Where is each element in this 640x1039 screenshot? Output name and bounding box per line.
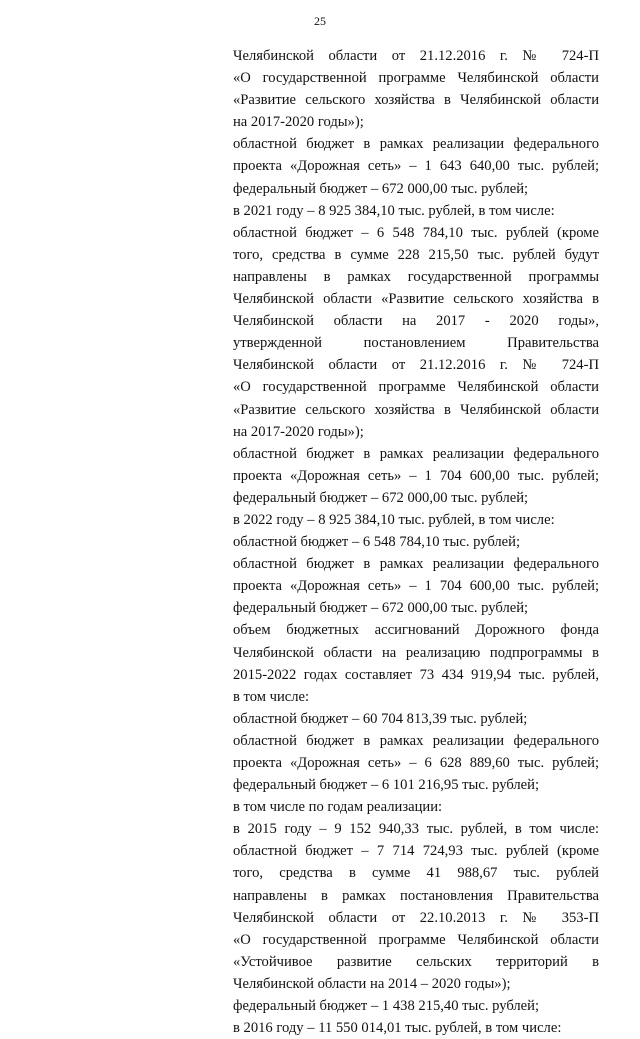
text-line: «Развитие сельского хозяйства в Челябинской области <box>233 401 599 418</box>
text-line: проекта «Дорожная сеть» – 6 628 889,60 тыс. рублей; <box>233 755 599 771</box>
text-line: федеральный бюджет – 672 000,00 тыс. рублей; <box>233 600 529 617</box>
text-line: областной бюджет – 6 548 784,10 тыс. рублей (кроме <box>233 224 599 241</box>
text-line: объем бюджетных ассигнований Дорожного фонда <box>233 622 599 639</box>
text-line: Челябинской области «Развитие сельского хозяйства в <box>233 291 599 308</box>
text-line: областной бюджет в рамках реализации федерального <box>233 732 599 749</box>
text-line: областной бюджет в рамках реализации федерального <box>233 136 599 153</box>
text-line: федеральный бюджет – 672 000,00 тыс. рублей; <box>233 180 529 197</box>
text-line: федеральный бюджет – 672 000,00 тыс. рублей; <box>233 489 529 506</box>
text-line: «Развитие сельского хозяйства в Челябинской области <box>233 92 599 109</box>
text-line: на 2017-2020 годы»); <box>233 114 364 131</box>
text-line: утвержденной постановлением Правительства <box>233 335 599 352</box>
text-line: проекта «Дорожная сеть» – 1 643 640,00 тыс. рублей; <box>233 158 599 175</box>
text-line: областной бюджет в рамках реализации федерального <box>233 445 599 462</box>
text-line: Челябинской области от 21.12.2016 г. № 724-П <box>233 357 599 374</box>
text-line: проекта «Дорожная сеть» – 1 704 600,00 тыс. рублей; <box>233 578 599 595</box>
text-line: Челябинской области на реализацию подпрограммы в <box>233 644 599 661</box>
text-line: Челябинской области от 21.12.2016 г. № 724-П <box>233 48 599 64</box>
text-line: «О государственной программе Челябинской области <box>233 931 599 948</box>
page-number: 25 <box>314 14 326 28</box>
text-line: 2015-2022 годах составляет 73 434 919,94 тыс. рублей, <box>233 666 599 683</box>
text-line: в 2016 году – 11 550 014,01 тыс. рублей, в том числе: <box>233 1020 562 1037</box>
document-body <box>233 45 599 1039</box>
text-line: областной бюджет – 6 548 784,10 тыс. рублей; <box>233 534 521 551</box>
text-line: областной бюджет в рамках реализации федерального <box>233 556 599 573</box>
text-line: Челябинской области от 22.10.2013 г. № 353-П <box>233 909 599 926</box>
text-line: Челябинской области на 2017 - 2020 годы», <box>233 313 599 330</box>
text-line: направлены в рамках государственной программы <box>233 268 599 285</box>
text-line: проекта «Дорожная сеть» – 1 704 600,00 тыс. рублей; <box>233 467 599 484</box>
text-line: того, средства в сумме 41 988,67 тыс. рублей <box>233 865 599 882</box>
text-line: федеральный бюджет – 6 101 216,95 тыс. рублей; <box>233 777 540 794</box>
text-line: в том числе: <box>233 688 310 705</box>
text-line: «О государственной программе Челябинской области <box>233 70 599 87</box>
text-line: областной бюджет – 7 714 724,93 тыс. рублей (кроме <box>233 843 599 860</box>
text-line: в 2015 году – 9 152 940,33 тыс. рублей, в том числе: <box>233 821 599 838</box>
text-line: того, средства в сумме 228 215,50 тыс. рублей будут <box>233 246 599 263</box>
text-line: областной бюджет – 60 704 813,39 тыс. рублей; <box>233 710 528 727</box>
text-line: в том числе по годам реализации: <box>233 799 443 816</box>
text-line: «О государственной программе Челябинской области <box>233 379 599 396</box>
text-line: направлены в рамках постановления Правительства <box>233 887 599 904</box>
text-line: Челябинской области на 2014 – 2020 годы»); <box>233 975 511 992</box>
text-line: в 2022 году – 8 925 384,10 тыс. рублей, в том числе: <box>233 511 555 528</box>
text-line: федеральный бюджет – 1 438 215,40 тыс. рублей; <box>233 998 540 1015</box>
text-line: «Устойчивое развитие сельских территорий в <box>233 953 599 970</box>
text-line: на 2017-2020 годы»); <box>233 423 364 440</box>
text-line: в 2021 году – 8 925 384,10 тыс. рублей, в том числе: <box>233 202 555 219</box>
